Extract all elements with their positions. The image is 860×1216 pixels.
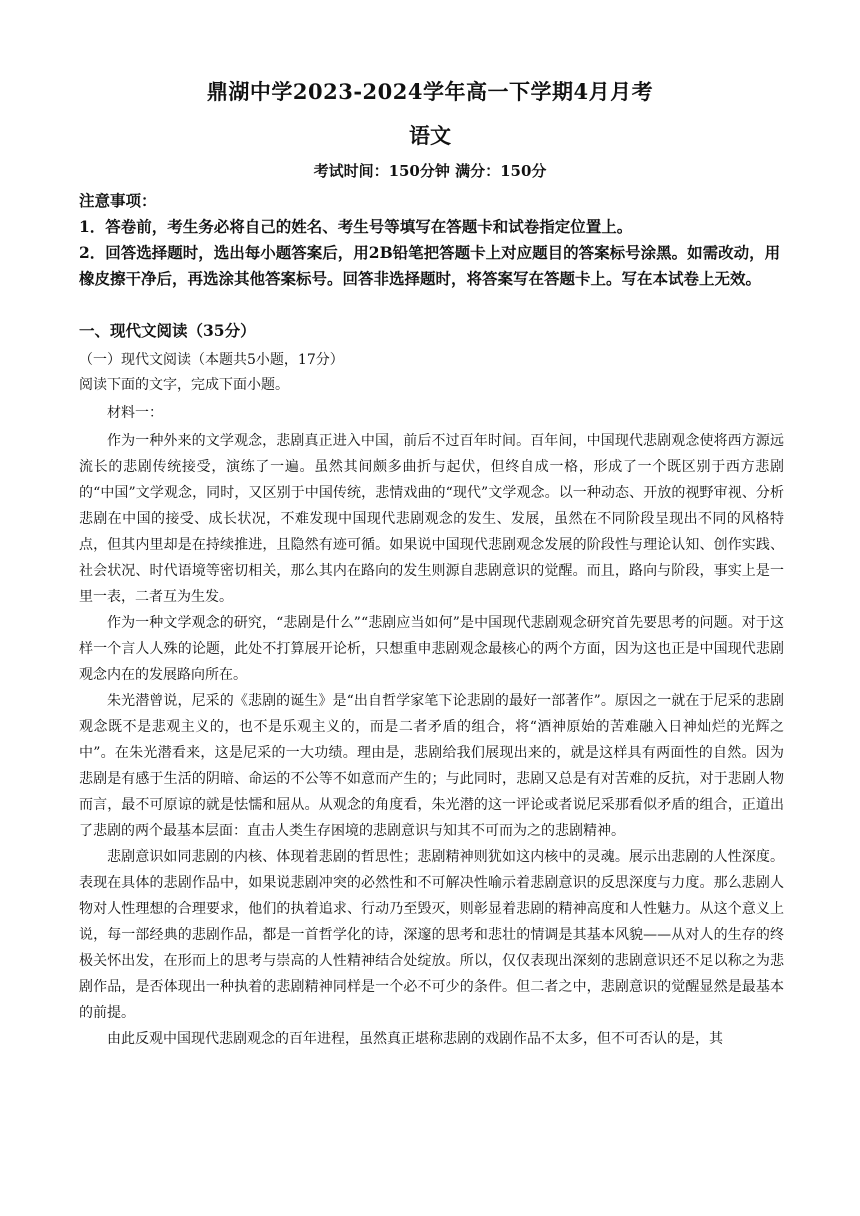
paragraph: 作为一种外来的文学观念，悲剧真正进入中国，前后不过百年时间。百年间，中国现代悲剧观念使将西方源远流长的悲剧传统接受，演练了一遍。虽然其间颇多曲折与起伏，但终自成一格，形成了一个既区别于西方悲剧的“中国”文学观念，同时，又区别于中国传统，悲情戏曲的“现代”文学观念。以一种动态、开放的视野审视、分析悲剧在中国的接受、成长状况，不难发现中国现代悲剧观念的发生、发展，虽然在不同阶段呈现出不同的风格特点，但其内里却是在持续推进，且隐然有迹可循。如果说中国现代悲剧观念发展的阶段性与理论认知、创作实践、社会状况、时代语境等密切相关，那么其内在路向的发生则源自悲剧意识的觉醒。而且，路向与阶段，事实上是一里一表，二者互为生发。 <box>79 433 784 605</box>
exam-subject: 语文 <box>409 123 451 148</box>
reading-passage <box>79 428 784 1052</box>
notes-item-1: 1．答卷前，考生务必将自己的姓名、考生号等填写在答题卡和试卷指定位置上。 <box>79 217 633 236</box>
exam-time-info: 考试时间：150分钟 满分：150分 <box>313 162 547 180</box>
material-label: 材料一： <box>107 405 163 421</box>
paragraph: 悲剧意识如同悲剧的内核、体现着悲剧的哲思性；悲剧精神则犹如这内核中的灵魂。展示出悲剧的人性深度。表现在具体的悲剧作品中，如果说悲剧冲突的必然性和不可解决性喻示着悲剧意识的反思深度与力度。那么悲剧人物对人性理想的合理要求，他们的执着追求、行动乃至毁灭，则彰显着悲剧的精神高度和人性魅力。从这个意义上说，每一部经典的悲剧作品，都是一首哲学化的诗，深邃的思考和悲壮的情调是其基本风貌——从对人的生存的终极关怀出发，在形而上的思考与崇高的人性精神结合处绽放。所以，仅仅表现出深刻的悲剧意识还不足以称之为悲剧作品，是否体现出一种执着的悲剧精神同样是一个必不可少的条件。但二者之中，悲剧意识的觉醒显然是最基本的前提。 <box>79 849 784 1021</box>
notes-item-2: 2．回答选择题时，选出每小题答案后，用2B铅笔把答题卡上对应题目的答案标号涂黑。如需改动，用橡皮擦干净后，再选涂其他答案标号。回答非选择题时，将答案写在答题卡上。写在本试卷上无效。 <box>79 243 781 288</box>
exam-title: 鼎湖中学2023-2024学年高一下学期4月月考 <box>206 79 654 104</box>
reading-instruction: 阅读下面的文字，完成下面小题。 <box>79 377 289 393</box>
section-sub-heading: （一）现代文阅读（本题共5小题，17分） <box>79 352 344 368</box>
notes-heading: 注意事项： <box>79 191 157 210</box>
section-heading: 一、现代文阅读（35分） <box>79 321 256 340</box>
paragraph: 作为一种文学观念的研究，“悲剧是什么”“悲剧应当如何”是中国现代悲剧观念研究首先要思考的问题。对于这样一个言人人殊的论题，此处不打算展开论析，只想重申悲剧观念最核心的两个方面，因为这也正是中国现代悲剧观念内在的发展路向所在。 <box>79 615 784 683</box>
notes-block <box>79 188 789 292</box>
paragraph: 朱光潜曾说，尼采的《悲剧的诞生》是“出自哲学家笔下论悲剧的最好一部著作”。原因之一就在于尼采的悲剧观念既不是悲观主义的，也不是乐观主义的，而是二者矛盾的组合，将“酒神原始的苦难融入日神灿烂的光辉之中”。在朱光潜看来，这是尼采的一大功绩。理由是，悲剧给我们展现出来的，就是这样具有两面性的自然。因为悲剧是有感于生活的阴暗、命运的不公等不如意而产生的；与此同时，悲剧又总是有对苦难的反抗，对于悲剧人物而言，最不可原谅的就是怯懦和屈从。从观念的角度看，朱光潜的这一评论或者说尼采那看似矛盾的组合，正道出了悲剧的两个最基本层面：直击人类生存困境的悲剧意识与知其不可而为之的悲剧精神。 <box>79 693 784 839</box>
paragraph: 由此反观中国现代悲剧观念的百年进程，虽然真正堪称悲剧的戏剧作品不太多，但不可否认的是，其 <box>107 1031 723 1047</box>
